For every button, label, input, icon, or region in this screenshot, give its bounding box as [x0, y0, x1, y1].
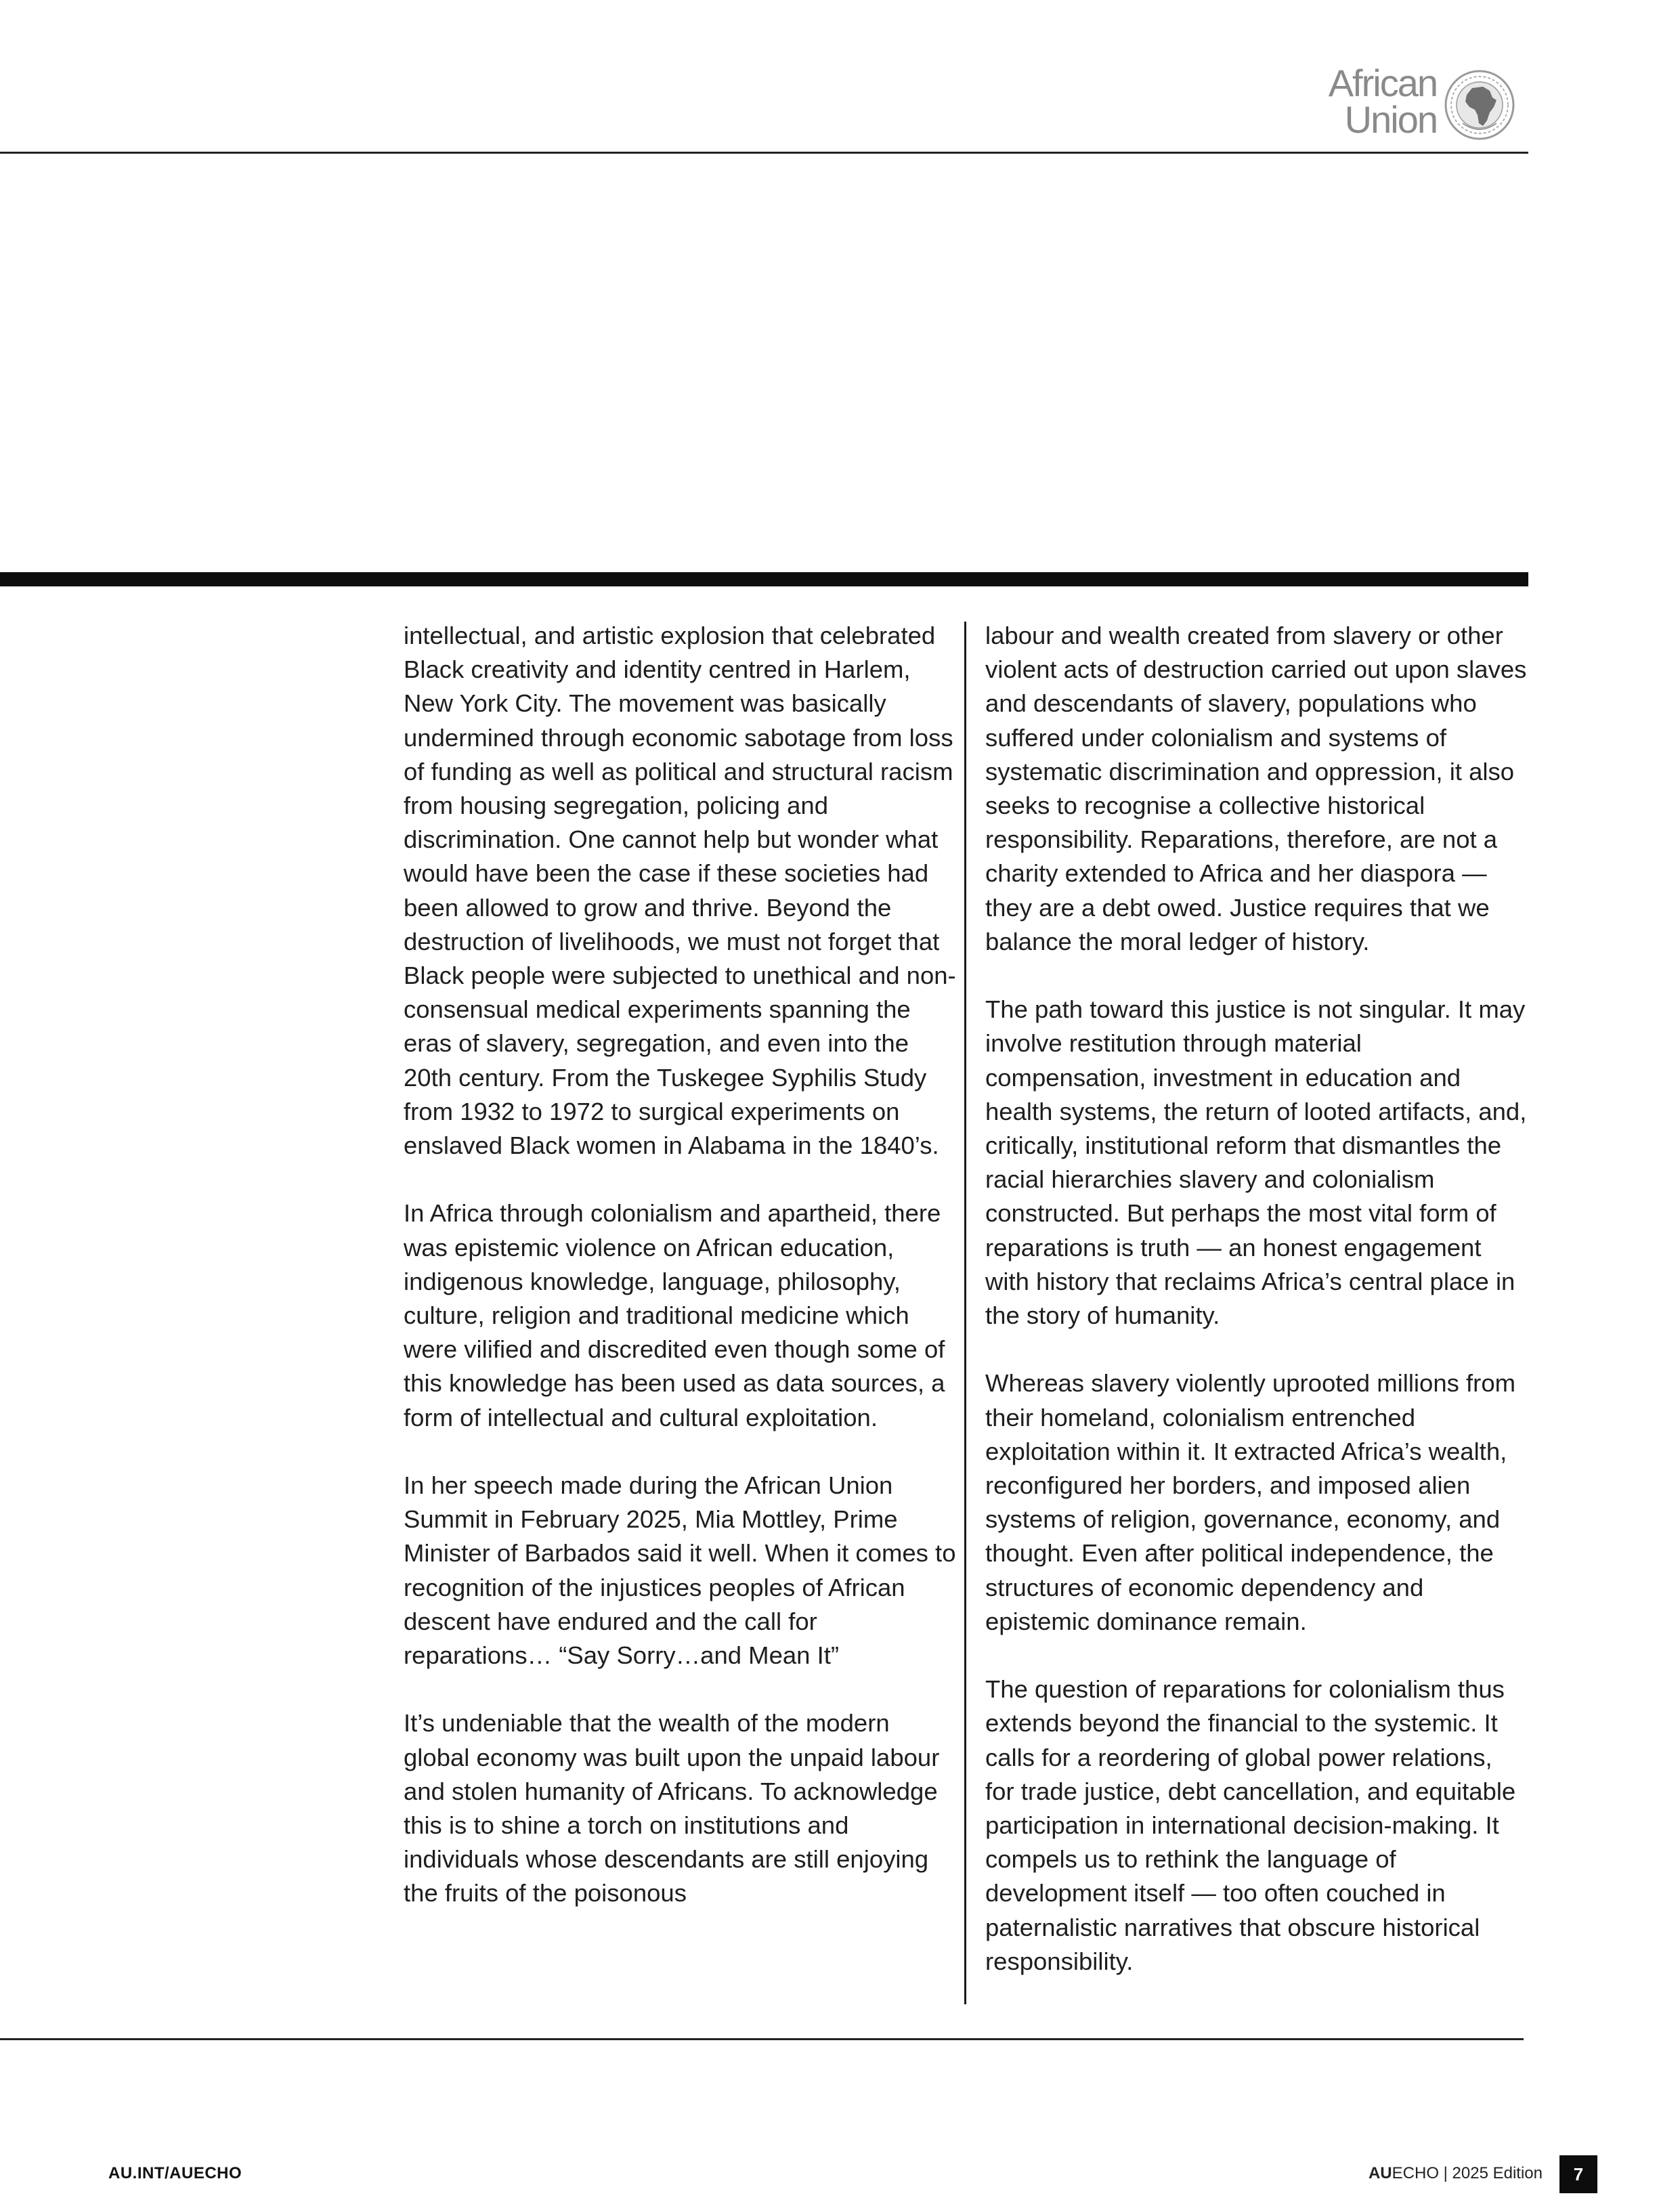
- footer-website-link[interactable]: AU.INT/AUECHO: [108, 2164, 242, 2182]
- paragraph: Whereas slavery violently uprooted millions from their homeland, colonialism entrenched exploitation within it. It extracted Africa’s wealth, reconfigured her borders, and imposed alien systems of religion, governance, economy, and thought. Even after political independence, the structures of economic dependency and epistemic dominance remain.: [985, 1369, 1516, 1635]
- article-column-right: [985, 619, 1527, 2012]
- footer-edition: [1369, 2164, 1543, 2183]
- footer-brand-bold: AU: [1368, 2164, 1392, 2182]
- logo-line-union: Union: [1344, 98, 1437, 141]
- paragraph: The path toward this justice is not singular. It may involve restitution through material compensation, investment in education and health systems, the return of looted artifacts, and, critically, institutional reform that dismantles the racial hierarchies slavery and colonialism constructed. But perhaps the most vital form of reparations is truth — an honest engagement with history that reclaims Africa’s central place in the story of humanity.: [985, 995, 1527, 1330]
- column-divider: [964, 622, 966, 2004]
- paragraph: In her speech made during the African Union Summit in February 2025, Mia Mottley, Prime Minister of Barbados said it well. When it comes to recognition of the injustices peoples of African descent have endured and the call for reparations… “Say Sorry…and Mean It”: [404, 1471, 956, 1670]
- section-divider-bar: [0, 572, 1528, 586]
- paragraph: It’s undeniable that the wealth of the modern global economy was built upon the unpaid labour and stolen humanity of Africans. To acknowledge this is to shine a torch on institutions and individuals whose descendants are still enjoying the fruits of the poisonous: [404, 1709, 940, 1907]
- african-union-emblem-icon: [1442, 68, 1517, 142]
- logo-line-african: African: [1328, 62, 1437, 104]
- article-column-left: [404, 619, 959, 1945]
- paragraph: The question of reparations for colonialism thus extends beyond the financial to the systemic. It calls for a reordering of global power relations, for trade justice, debt cancellation, and equitable participation in international decision-making. It compels us to rethink the language of development itself — too often couched in paternalistic narratives that obscure historical responsibility.: [985, 1675, 1516, 1975]
- page-number: 7: [1559, 2155, 1597, 2193]
- header-rule: [0, 152, 1528, 154]
- footer-brand-rest: ECHO | 2025 Edition: [1392, 2164, 1543, 2182]
- paragraph: In Africa through colonialism and apartheid, there was epistemic violence on African education, indigenous knowledge, language, philosophy, culture, religion and traditional medicine which were vilified and discredited even though some of this knowledge has been used as data sources, a form of intellectual and cultural exploitation.: [404, 1199, 945, 1431]
- footer-rule: [0, 2038, 1524, 2040]
- logo-wordmark: [1328, 62, 1437, 141]
- paragraph: intellectual, and artistic explosion that celebrated Black creativity and identity centred in Harlem, New York City. The movement was basically undermined through economic sabotage from loss of funding as well as political and structural racism from housing segregation, policing and discrimination. One cannot help but wonder what would have been the case if these societies had been allowed to grow and thrive. Beyond the destruction of livelihoods, we must not forget that Black people were subjected to unethical and non-consensual medical experiments spanning the eras of slavery, segregation, and even into the 20th century. From the Tuskegee Syphilis Study from 1932 to 1972 to surgical experiments on enslaved Black women in Alabama in the 1840’s.: [404, 622, 956, 1160]
- paragraph: labour and wealth created from slavery or other violent acts of destruction carried out upon slaves and descendants of slavery, populations who suffered under colonialism and systems of systematic discrimination and oppression, it also seeks to recognise a collective historical responsibility. Reparations, therefore, are not a charity extended to Africa and her diaspora — they are a debt owed. Justice requires that we balance the moral ledger of history.: [985, 622, 1527, 955]
- african-union-logo: [1314, 62, 1517, 153]
